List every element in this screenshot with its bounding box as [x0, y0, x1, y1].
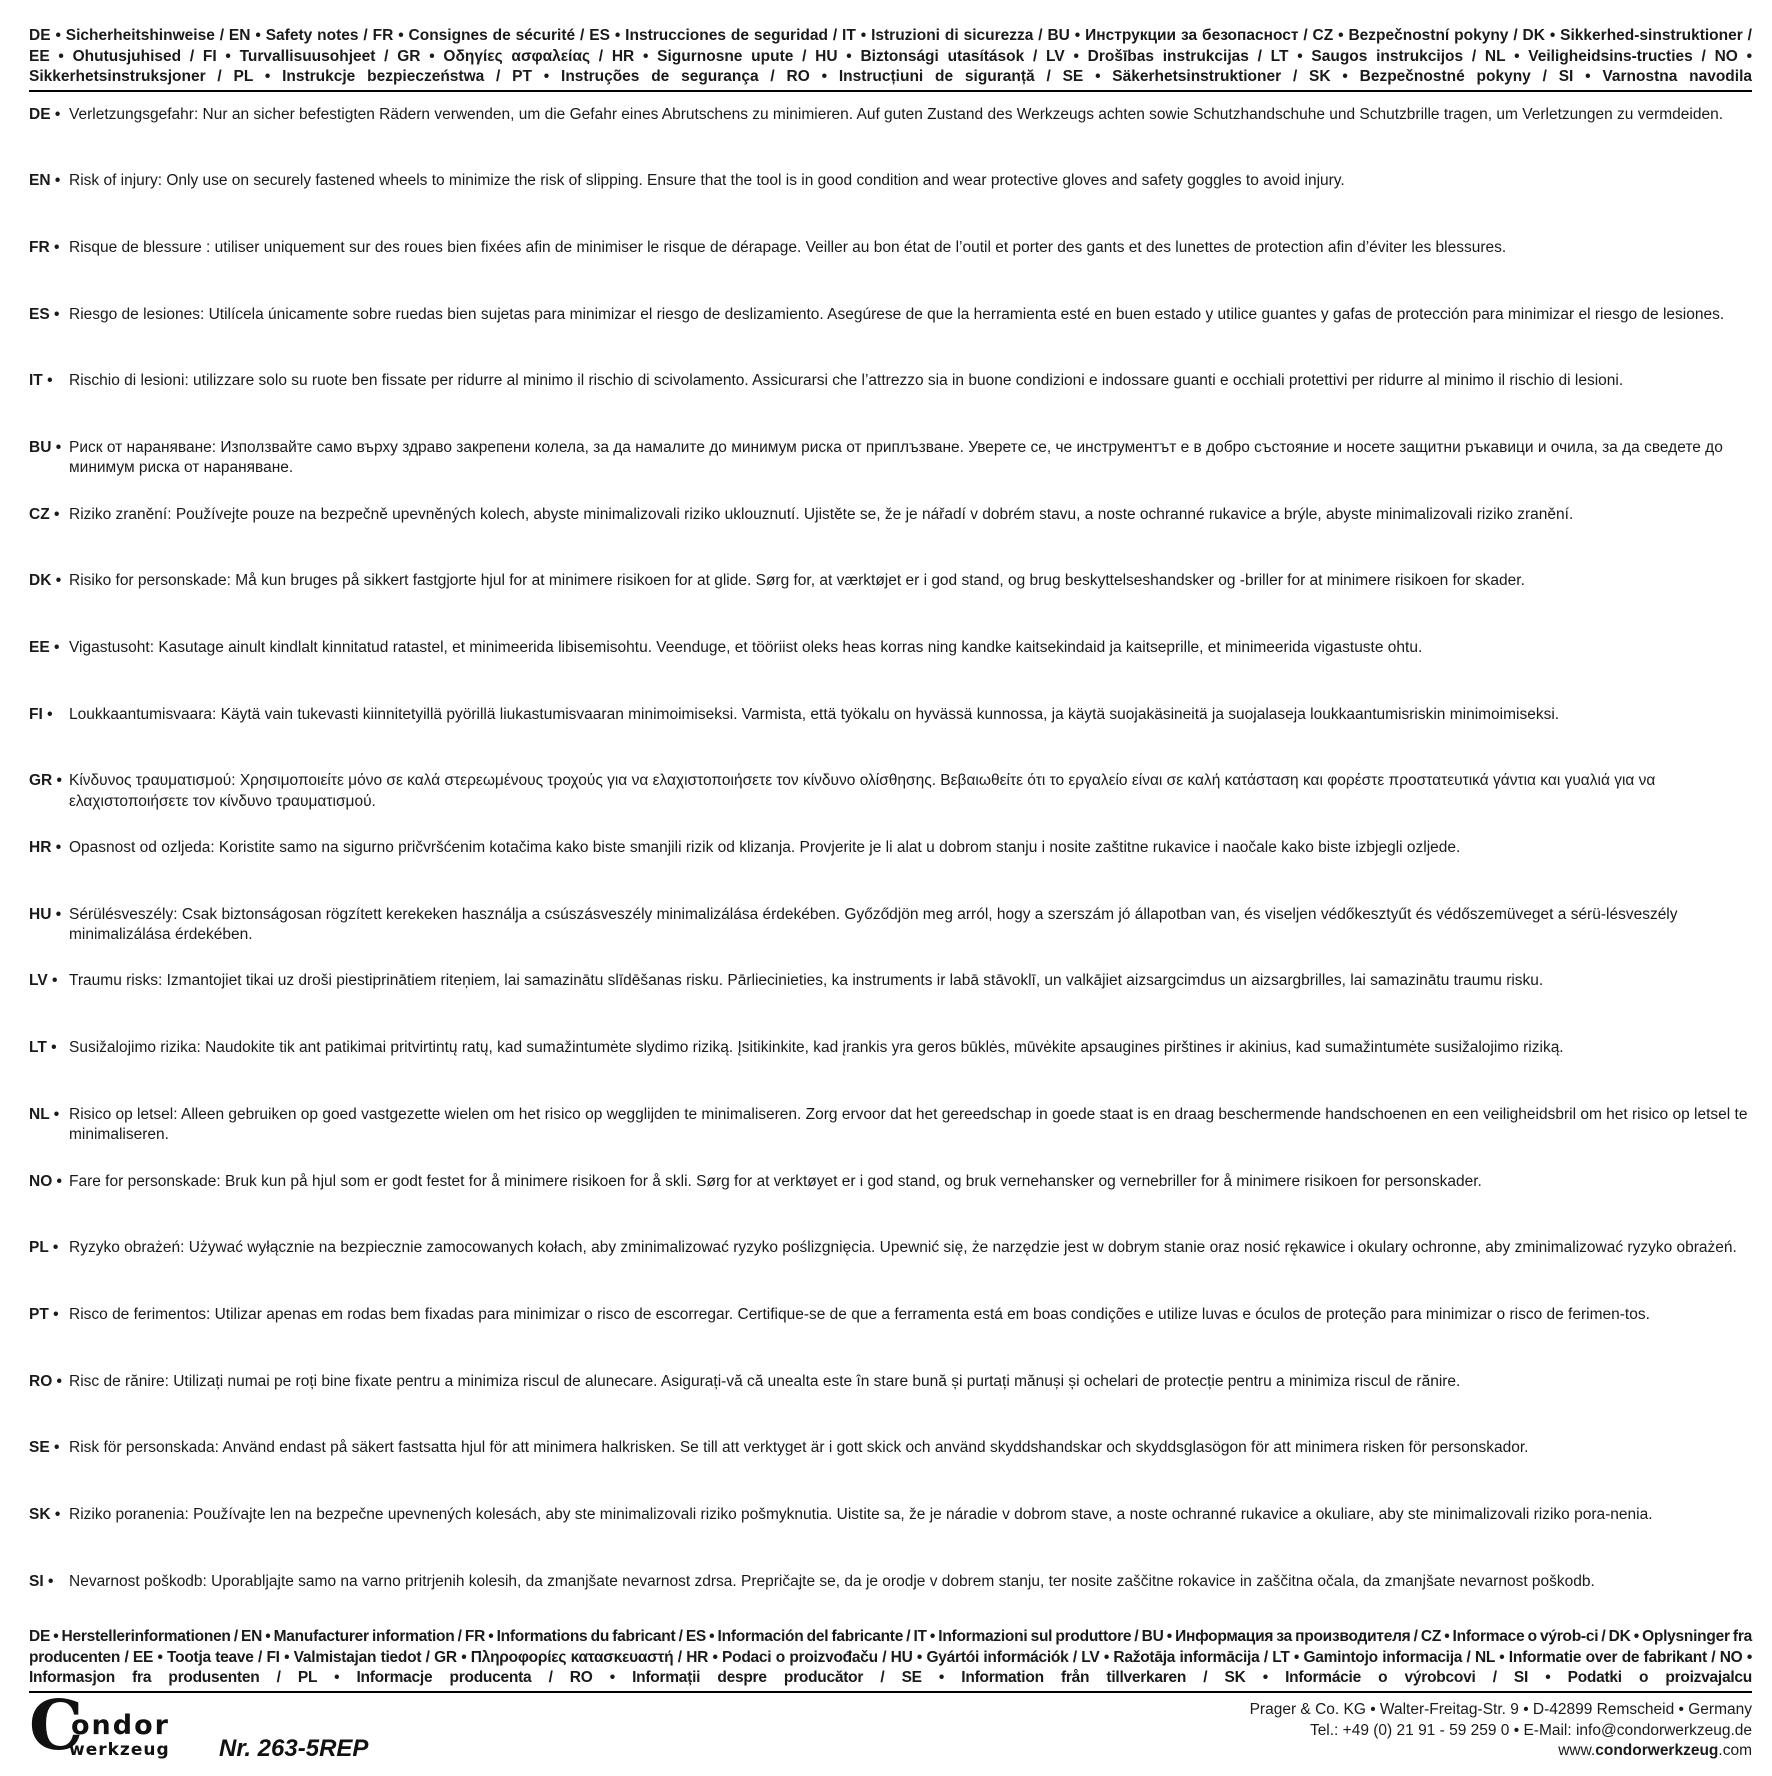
- website-link[interactable]: [1250, 1741, 1752, 1762]
- manufacturer-divider: [29, 1691, 1752, 1693]
- note-text: Risc de rănire: Utilizați numai pe roți bine fixate pentru a minimiza riscul de alunecare. Asigurați-vă că unealta este în stare bună și purtați mănuși și ochelari de protecție pentru a minimiza riscul de rănire.: [69, 1372, 1461, 1390]
- note-text: Risico op letsel: Alleen gebruiken op goed vastgezette wielen om het risico op wegglijden te minimaliseren. Zorg ervoor dat het gereedschap in goede staat is en draag beschermende handschoenen en een veiligheidsbril om het risico op letsel te minimaliseren.: [69, 1105, 1748, 1144]
- language-code: EN •: [29, 172, 61, 190]
- note-text: Κίνδυνος τραυματισμού: Χρησιμοποιείτε μόνο σε καλά στερεωμένους τροχούς για να ελαχιστοποιήσετε τον κίνδυνο ολίσθησης. Βεβαιωθείτε ότι το εργαλείο είναι σε καλή κατάσταση και φορέστε προστατευτικά γάντια και γυαλιά για να ελαχιστοποιήσετε τον κίνδυνο τραυματισμού.: [69, 772, 1656, 810]
- note-text: Vigastusoht: Kasutage ainult kindlalt kinnitatud ratastel, et minimeerida libisemisohtu. Veenduge, et tööriist oleks heas korras ning kandke kaitsekindaid ja kaitseprille, et minimeerida vigastuste ohtu.: [69, 639, 1423, 656]
- language-code: SK •: [29, 1505, 61, 1523]
- logo-subtitle: werkzeug: [69, 1740, 170, 1760]
- safety-notes-list: [29, 105, 1752, 1639]
- website-domain: condorwerkzeug: [1595, 1742, 1719, 1759]
- safety-note-cz: [29, 505, 1752, 572]
- note-text: Fare for personskade: Bruk kun på hjul som er godt festet for å minimere risikoen for å skli. Sørg for at verktøyet er i god stand, og bruk vernehansker og vernebriller for å minimere risikoen for personskader.: [69, 1172, 1482, 1190]
- safety-note-pt: [29, 1305, 1752, 1372]
- heading-divider: [29, 90, 1752, 92]
- safety-note-gr: [29, 771, 1752, 838]
- safety-note-dk: [29, 571, 1752, 638]
- safety-note-fr: [29, 238, 1752, 305]
- language-code: ES •: [29, 305, 60, 323]
- language-code: PT •: [29, 1305, 59, 1323]
- language-code: NL •: [29, 1105, 60, 1123]
- article-number: Nr. 263-5REP: [219, 1735, 369, 1762]
- note-text: Risco de ferimentos: Utilizar apenas em rodas bem fixadas para minimizar o risco de escorregar. Certifique-se de que a ferramenta está em boas condições e utilize luvas e óculos de proteção para minimizar o risco de ferimen-tos.: [69, 1305, 1650, 1323]
- language-code: FR •: [29, 238, 60, 256]
- logo-wordmark: ondor: [71, 1710, 170, 1741]
- language-code: LV •: [29, 972, 58, 990]
- safety-note-se: [29, 1438, 1752, 1505]
- safety-notes-heading: DE • Sicherheitshinweise / EN • Safety notes / FR • Consignes de sécurité / ES • Instrucciones de seguridad / IT • Istruzioni di sicurezza / BU • Инструкции за безопасност / CZ • Bezpečnostní pokyny / DK • Sikkerhed-sinstruktioner / EE • Ohutusjuhised / FI • Turvallisuusohjeet / GR • Οδηγίες ασφαλείας / HR • Sigurnosne upute / HU • Biztonsági utasítások / LV • Drošības instrukcijas / LT • Saugos instrukcijos / NL • Veiligheidsins-tructies / NO • Sikkerhetsinstruksjoner / PL • Instrukcje bezpieczeństwa / PT • Instruções de segurança / RO • Instrucțiuni de siguranță / SE • Säkerhetsinstruktioner / SK • Bezpečnostné pokyny / SI • Varnostna navodila: [29, 27, 1752, 85]
- language-code: NO •: [29, 1172, 62, 1190]
- language-code: HU •: [29, 905, 62, 923]
- note-text: Riesgo de lesiones: Utilícela únicamente sobre ruedas bien sujetas para minimizar el riesgo de deslizamiento. Asegúrese de que la herramienta esté en buen estado y utilice guantes y gafas de protección para minimizar el riesgo de lesiones.: [69, 305, 1725, 323]
- language-code: RO •: [29, 1372, 62, 1390]
- safety-note-es: [29, 305, 1752, 372]
- language-code: DK •: [29, 572, 62, 590]
- safety-note-nl: [29, 1105, 1752, 1172]
- safety-note-lv: [29, 971, 1752, 1038]
- note-text: Ryzyko obrażeń: Używać wyłącznie na bezpiecznie zamocowanych kołach, aby zminimalizować ryzyko poślizgnięcia. Upewnić się, że narzędzie jest w dobrym stanie oraz nosić rękawice i okulary ochronne, aby zminimalizować ryzyko obrażeń.: [69, 1239, 1737, 1257]
- note-text: Sérülésveszély: Csak biztonságosan rögzített kerekeken használja a csúszásveszély minimalizálása érdekében. Győződjön meg arról, hogy a szerszám jó állapotban van, és viseljen védőkesztyűt és védőszemüveget a sérü-lésveszély minimalizálása érdekében.: [69, 905, 1678, 944]
- safety-note-ro: [29, 1372, 1752, 1439]
- safety-notes-page: [29, 26, 1752, 1766]
- language-code: BU •: [29, 438, 62, 456]
- note-text: Rischio di lesioni: utilizzare solo su ruote ben fissate per ridurre al minimo il rischio di scivolamento. Assicurarsi che l’attrezzo sia in buone condizioni e indossare guanti e occhiali protettivi per ridurre al minimo il rischio di lesioni.: [69, 372, 1624, 390]
- safety-note-ee: [29, 638, 1752, 705]
- safety-note-fi: [29, 705, 1752, 772]
- condor-werkzeug-logo: [29, 1686, 209, 1766]
- website-suffix: .com: [1718, 1742, 1752, 1759]
- note-text: Opasnost od ozljeda: Koristite samo na sigurno pričvršćenim kotačima kako biste smanjili rizik od klizanja. Provjerite je li alat u dobrom stanju i nosite zaštitne rukavice i naočale kako biste izbjegli ozljede.: [69, 839, 1461, 857]
- note-text: Nevarnost poškodb: Uporabljajte samo na varno pritrjenih kolesih, da zmanjšate nevarnost zdrsa. Prepričajte se, da je orodje v dobrem stanju, ter nosite zaščitne rokavice in zaščitna očala, da zmanjšate nevarnost poškodb.: [69, 1572, 1595, 1590]
- language-code: FI •: [29, 705, 53, 723]
- safety-note-de: [29, 105, 1752, 172]
- website-prefix: www.: [1558, 1742, 1596, 1759]
- safety-note-sk: [29, 1505, 1752, 1572]
- language-code: CZ •: [29, 505, 60, 523]
- manufacturer-address: [1250, 1700, 1752, 1762]
- language-code: DE •: [29, 105, 61, 123]
- logo-c-glyph: C: [29, 1686, 84, 1766]
- language-code: SE •: [29, 1439, 60, 1457]
- footer: [29, 1686, 1752, 1776]
- address-line: Prager & Co. KG • Walter-Freitag-Str. 9 • D-42899 Remscheid • Germany: [1249, 1701, 1752, 1718]
- safety-note-en: [29, 171, 1752, 238]
- safety-note-lt: [29, 1038, 1752, 1105]
- safety-note-it: [29, 371, 1752, 438]
- language-code: IT •: [29, 372, 53, 390]
- note-text: Risiko for personskade: Må kun bruges på sikkert fastgjorte hjul for at minimere risikoen for at glide. Sørg for, at værktøjet er i god stand, og brug beskyttelseshandsker og -briller for at minimere risikoen for skader.: [69, 572, 1525, 590]
- note-text: Risk för personskada: Använd endast på säkert fastsatta hjul för att minimera halkrisken. Se till att verktyget är i gott skick och använd skyddshandskar och skyddsglasögon för att minimera risken för personskador.: [69, 1439, 1529, 1457]
- language-code: HR •: [29, 839, 62, 857]
- language-code: LT •: [29, 1039, 57, 1057]
- safety-note-pl: [29, 1238, 1752, 1305]
- language-code: GR •: [29, 772, 62, 790]
- note-text: Verletzungsgefahr: Nur an sicher befestigten Rädern verwenden, um die Gefahr eines Abrutschens zu minimieren. Auf guten Zustand des Werkzeugs achten sowie Schutzhandschuhe und Schutzbrille tragen, um Verletzungen zu vermdeiden.: [69, 105, 1724, 123]
- language-code: EE •: [29, 639, 60, 656]
- note-text: Риск от нараняване: Използвайте само върху здраво закрепени колела, за да намалите до минимум риска от приплъзване. Уверете се, че инструментът е в добро състояние и носете защитни ръкавици и очила, за да сведете до минимум риска от нараняване.: [69, 438, 1723, 477]
- note-text: Risk of injury: Only use on securely fastened wheels to minimize the risk of slipping. Ensure that the tool is in good condition and wear protective gloves and safety goggles to avoid injury.: [69, 172, 1345, 190]
- note-text: Susižalojimo rizika: Naudokite tik ant patikimai pritvirtintų ratų, kad sumažintumėte slydimo riziką. Įsitikinkite, kad įrankis yra geros būklės, mūvėkite apsaugines pirštines ir akinius, kad sumažintumėte susižalojimo riziką.: [69, 1039, 1564, 1057]
- safety-note-no: [29, 1172, 1752, 1239]
- note-text: Traumu risks: Izmantojiet tikai uz droši piestiprinātiem riteņiem, lai samazinātu slīdēšanas risku. Pārliecinieties, ka instruments ir labā stāvoklī, un valkājiet aizsargcimdus un aizsargbrilles, lai samazinātu traumu risku.: [69, 972, 1544, 990]
- note-text: Risque de blessure : utiliser uniquement sur des roues bien fixées afin de minimiser le risque de dérapage. Veiller au bon état de l’outil et porter des gants et des lunettes de protection afin d’éviter les blessures.: [69, 238, 1507, 256]
- note-text: Loukkaantumisvaara: Käytä vain tukevasti kiinnitetyillä pyörillä liukastumisvaaran minimoimiseksi. Varmista, että työkalu on hyvässä kunnossa, ja käytä suojakäsineitä ja suojalaseja loukkaantumisriskin minimoimiseksi.: [69, 705, 1560, 723]
- language-code: PL •: [29, 1239, 59, 1257]
- contact-line: Tel.: +49 (0) 21 91 - 59 259 0 • E-Mail: info@condorwerkzeug.de: [1309, 1721, 1752, 1739]
- manufacturer-info-heading: DE • Herstellerinformationen / EN • Manufacturer information / FR • Informations du fabricant / ES • Información del fabricante / IT • Informazioni sul produttore / BU • Информация за производителя / CZ • Informace o výrob-ci / DK • Oplysninger fra producenten / EE • Tootja teave / FI • Valmistajan tiedot / GR • Πληροφορίες κατασκευαστή / HR • Podaci o proizvođaču / HU • Gyártói információk / LV • Ražotāja informācija / LT • Gamintojo informacija / NL • Informatie over de fabrikant / NO • Informasjon fra produsenten / PL • Informacje producenta / RO • Informații despre producător / SE • Information från tillverkaren / SK • Informácie o výrobcovi / SI • Podatki o proizvajalcu: [29, 1628, 1752, 1686]
- note-text: Riziko poranenia: Používajte len na bezpečne upevnených kolesách, aby ste minimalizovali riziko pošmyknutia. Uistite sa, že je náradie v dobrom stave, a noste ochranné rukavice a okuliare, aby ste minimalizovali riziko pora-nenia.: [69, 1505, 1653, 1523]
- safety-note-hr: [29, 838, 1752, 905]
- language-code: SI •: [29, 1572, 54, 1590]
- safety-note-hu: [29, 905, 1752, 972]
- note-text: Riziko zranění: Používejte pouze na bezpečně upevněných kolech, abyste minimalizovali riziko uklouznutí. Ujistěte se, že je nářadí v dobrém stavu, a noste ochranné rukavice a brýle, abyste minimalizovali riziko zranění.: [69, 505, 1574, 523]
- safety-note-bu: [29, 438, 1752, 505]
